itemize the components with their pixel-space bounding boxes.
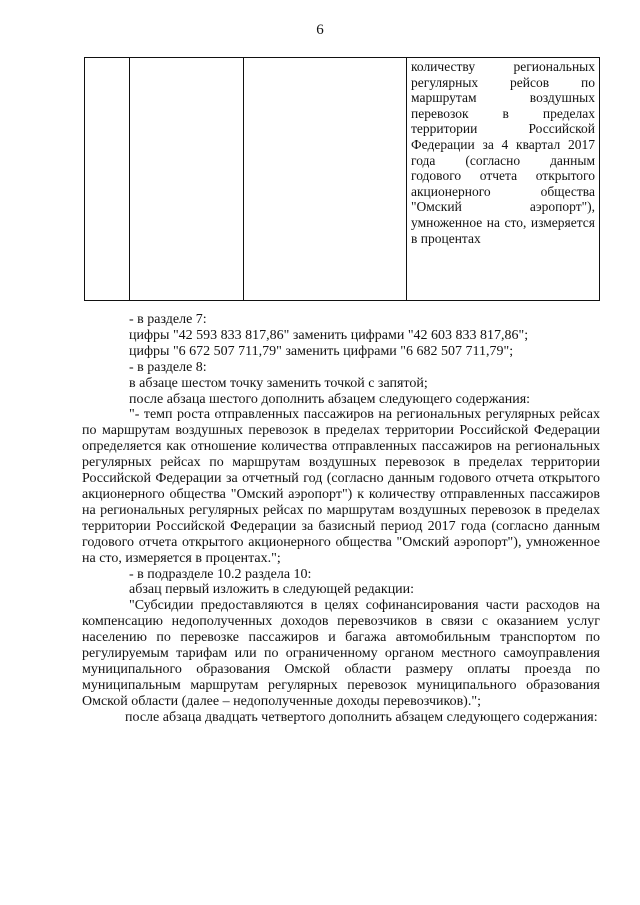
paragraph-figures-1: цифры "42 593 833 817,86" заменить цифрами "42 603 833 817,86"; <box>129 327 529 343</box>
paragraph-section-8: - в разделе 8: <box>129 359 207 375</box>
table-cell-3 <box>244 58 407 301</box>
paragraph-sixth-point: в абзаце шестом точку заменить точкой с запятой; <box>129 375 428 391</box>
paragraph-first-new-wording: абзац первый изложить в следующей редакции: <box>129 582 415 598</box>
document-body <box>82 312 600 726</box>
paragraph-subsection-10-2: - в подразделе 10.2 раздела 10: <box>129 566 312 582</box>
table-fragment <box>84 57 600 301</box>
table-row <box>85 58 600 301</box>
page-number: 6 <box>316 22 324 38</box>
table-cell-1 <box>85 58 130 301</box>
paragraph-growth-rate: "- темп роста отправленных пассажиров на региональных регулярных рейсах по маршрутам воздушных перевозок в пределах территории Российской Федерации определяется как отношение количества отправленных пассажиров на региональных регулярных рейсах по маршрутам воздушных перевозок в пределах территории Российской Федерации за отчетный год (согласно данным годового отчета открытого акционерного общества "Омский аэропорт") к количеству отправленных пассажиров на региональных регулярных рейсах по маршрутам воздушных перевозок в пределах территории Российской Федерации за базисный период 2017 года (согласно данным годового отчета открытого акционерного общества "Омский аэропорт"), умноженное на сто, измеряется в процентах."; <box>82 407 600 566</box>
paragraph-after-24th: после абзаца двадцать четвертого дополнить абзацем следующего содержания: <box>125 709 598 725</box>
paragraph-subsidies: "Субсидии предоставляются в целях софинансирования части расходов на компенсацию недополученных доходов перевозчиков в связи с оказанием услуг населению по перевозке пассажиров и багажа автомобильным транспортом по регулируемым тарифам или по ограниченному органом местного самоуправления муниципального образования Омской области размеру оплаты проезда по муниципальным маршрутам регулярных перевозок муниципального образования Омской области (далее – недополученные доходы перевозчиков)."; <box>82 598 600 709</box>
paragraph-section-7: - в разделе 7: <box>129 312 207 327</box>
table-cell-4 <box>407 58 600 301</box>
paragraph-figures-2: цифры "6 672 507 711,79" заменить цифрами "6 682 507 711,79"; <box>129 343 514 359</box>
table-cell-2 <box>130 58 244 301</box>
paragraph-add-after-sixth: после абзаца шестого дополнить абзацем следующего содержания: <box>129 391 531 407</box>
table-cell-4-text: количеству региональных регулярных рейсов по маршрутам воздушных перевозок в пределах территории Российской Федерации за 4 квартал 2017 года (согласно данным годового отчета открытого акционерного общества "Омский аэропорт"), умноженное на сто, измеряется в процентах <box>411 59 595 246</box>
